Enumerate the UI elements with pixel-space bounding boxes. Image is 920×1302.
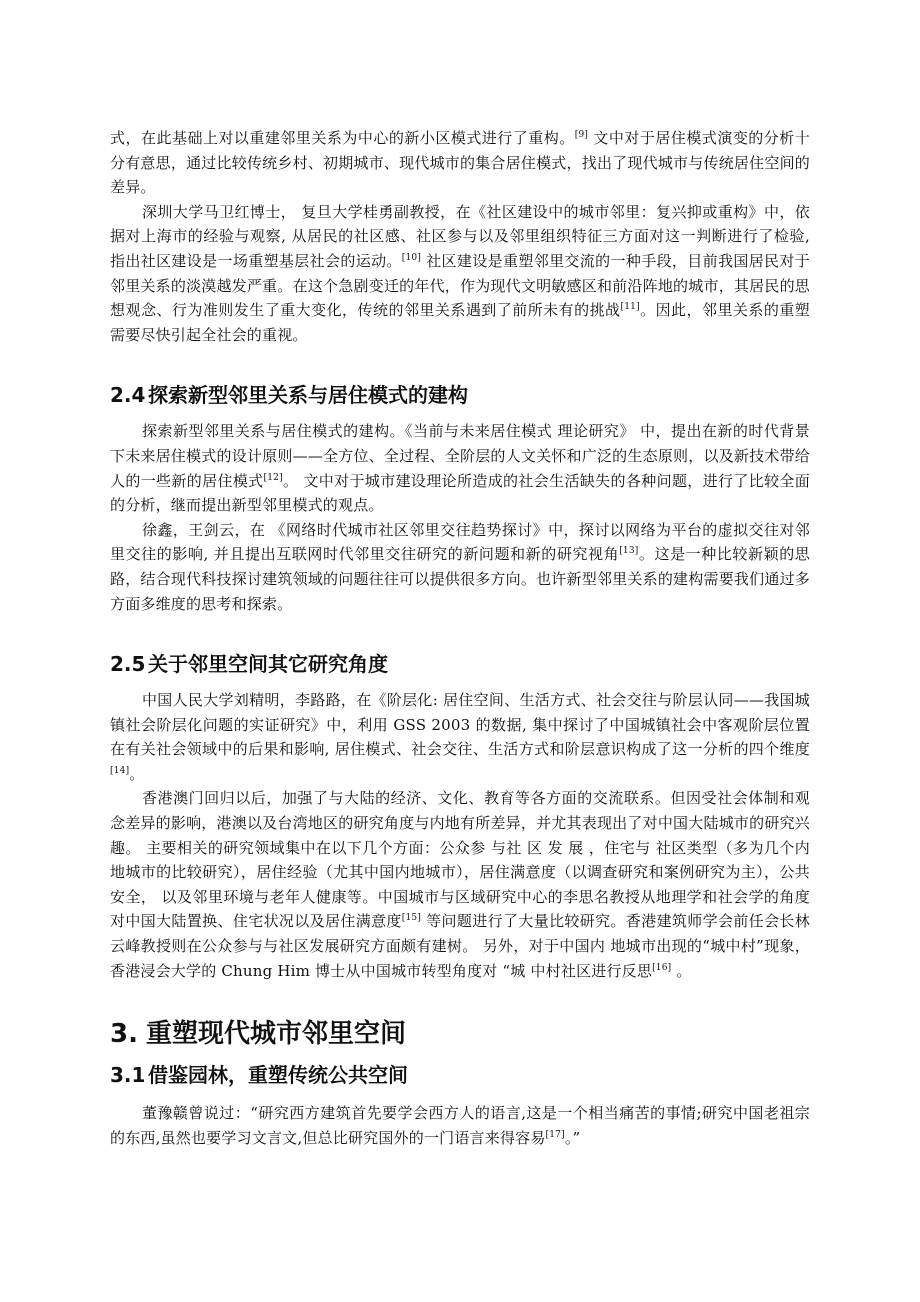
citation: [15] bbox=[401, 913, 422, 924]
section-heading-2-4 bbox=[110, 381, 810, 409]
paragraph-text: 。” bbox=[564, 1128, 581, 1147]
paragraph-xu-xin bbox=[110, 518, 810, 616]
paragraph-text: 式，在此基础上对以重建邻里关系为中心的新小区模式进行了重构。 bbox=[110, 129, 575, 147]
section-title: 探索新型邻里关系与居住模式的建构 bbox=[148, 383, 468, 408]
paragraph-text: 徐鑫，王剑云，在 《网络时代城市社区邻里交往趋势探讨》中，探讨以网络为平台的虚拟交往对邻里交往的影响, 并且提出互联网时代邻里交往研究的新问题和新的研究视角 bbox=[110, 520, 810, 564]
paragraph-text: 董豫赣曾说过：“研究西方建筑首先要学会西方人的语言,这是一个相当痛苦的事情;研究中国老祖宗的东西,虽然也要学习文言文,但总比研究国外的一门语言来得容易 bbox=[110, 1104, 810, 1147]
chapter-number: 3. bbox=[110, 1019, 138, 1050]
paragraph-text: 深圳大学马卫红博士， 复旦大学桂勇副教授，在《社区建设中的城市邻里：复兴抑或重构》中，依据对上海市的经验与观察, 从居民的社区感、社区参与以及邻里组织特征三方面对这一判断进行了检验, 指出社区建设是一场重塑基层社会的运动。 bbox=[110, 202, 810, 270]
paragraph-dong-yugan bbox=[110, 1101, 810, 1150]
section-number: 2.4 bbox=[110, 383, 146, 408]
paragraph-text: 探索新型邻里关系与居住模式的建构。《当前与未来居住模式 理论研究》 中，提出在新的时代背景下未来居住模式的设计原则——全方位、全过程、全阶层的人文关怀和广泛的生态原则，以及新技术带给人的一些新的居住模式 bbox=[110, 422, 810, 490]
paragraph-new-neighborhood bbox=[110, 419, 810, 517]
paragraph-text: 。因此，邻里关系的重塑需要尽快引起全社会的重视。 bbox=[110, 301, 811, 344]
paragraph-liu-jingming bbox=[110, 688, 810, 786]
citation: [14] bbox=[110, 765, 130, 776]
paragraph-text: 文中对于居住模式演变的分析十分有意思，通过比较传统乡村、初期城市、现代城市的集合居住模式，找出了现代城市与传统居住空间的差异。 bbox=[110, 129, 810, 197]
citation: [17] bbox=[545, 1129, 565, 1140]
paragraph-intro-continued bbox=[110, 126, 810, 200]
citation: [12] bbox=[263, 472, 283, 483]
paragraph-text: 。 bbox=[129, 764, 145, 783]
citation: [9] bbox=[574, 130, 589, 140]
section-number: 2.5 bbox=[110, 652, 146, 677]
citation: [11] bbox=[620, 302, 640, 313]
section-title: 借鉴园林，重塑传统公共空间 bbox=[148, 1063, 408, 1088]
paragraph-text: 等问题进行了大量比较研究。香港建筑师学会前任会长林云峰教授则在公众参与与社区发展研究方面颇有建树。 另外，对于中国内 地城市出现的“城中村”现象，香港浸会大学的 Chung Him 博士从中国城市转型角度对 “城 中村社区进行反思 bbox=[110, 912, 810, 980]
paragraph-text: 。 bbox=[671, 961, 692, 980]
paragraph-text: 。 文中对于城市建设理论所造成的社会生活缺失的各种问题，进行了比较全面的分析，继而提出新型邻里模式的观点。 bbox=[110, 471, 810, 515]
section-heading-3-1 bbox=[110, 1061, 810, 1089]
chapter-title: 重塑现代城市邻里空间 bbox=[146, 1019, 407, 1050]
citation: [16] bbox=[652, 962, 672, 973]
section-title: 关于邻里空间其它研究角度 bbox=[148, 652, 388, 677]
document-page bbox=[110, 126, 810, 1150]
citation: [10] bbox=[401, 252, 422, 263]
paragraph-text: 。这是一种比较新颖的思路，结合现代科技探讨建筑领域的问题往往可以提供很多方向。也许新型邻里关系的建构需要我们通过多方面多维度的思考和探索。 bbox=[110, 545, 810, 613]
paragraph-hong-kong-macau bbox=[110, 786, 810, 983]
paragraph-text: 香港澳门回归以后，加强了与大陆的经济、文化、教育等各方面的交流联系。但因受社会体制和观念差异的影响，港澳以及台湾地区的研究角度与内地有所差异，并尤其表现出了对中国大陆城市的研究兴趣。 主要相关的研究领域集中在以下几个方面：公众参 与社 区 发 展 ，住宅与 社区类型（多为几个内地城市的比较研究），居住经验（尤其中国内地城市），居住满意度（以调查研究和案例研究为主），公共安全， 以及邻里环境与老年人健康等。中国城市与区域研究中心的李思名教授从地理学和社会学的角度对中国大陆置换、住宅状况以及居住满意度 bbox=[110, 789, 810, 931]
citation: [13] bbox=[619, 546, 639, 557]
paragraph-text: 社区建设是重塑邻里交流的一种手段，目前我国居民对于邻里关系的淡漠越发严重。在这个急剧变迁的年代，作为现代文明敏感区和前沿阵地的城市，其居民的思想观念、行为准则发生了重大变化，传统的邻里关系遇到了前所未有的挑战 bbox=[110, 251, 810, 320]
paragraph-text: 中国人民大学刘精明，李路路，在《阶层化: 居住空间、生活方式、社会交往与阶层认同——我国城镇社会阶层化问题的实证研究》中，利用 GSS 2003 的数据, 集中探讨了中国城镇社会中客观阶层位置在有关社会领域中的后果和影响, 居住模式、社会交往、生活方式和阶层意识构成了这一分析的四个维度 bbox=[110, 691, 810, 759]
section-heading-2-5 bbox=[110, 650, 810, 678]
paragraph-ma-weihong bbox=[110, 200, 810, 348]
chapter-heading-3 bbox=[110, 1017, 810, 1051]
section-number: 3.1 bbox=[110, 1063, 146, 1088]
